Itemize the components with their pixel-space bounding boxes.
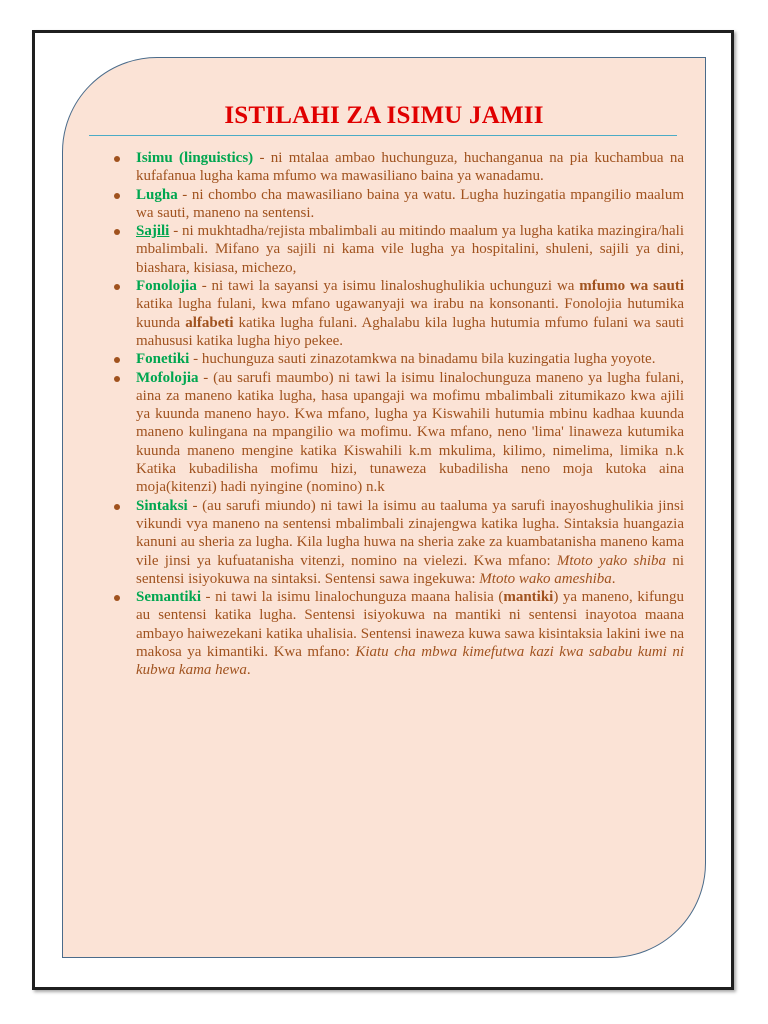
- definition-text: - ni tawi la isimu linalochunguza maana halisia (: [201, 589, 504, 606]
- bold-phrase: alfabeti: [185, 314, 234, 331]
- bold-phrase: mfumo wa sauti: [579, 278, 684, 295]
- bullet-icon: [114, 156, 120, 162]
- term-label: Mofolojia: [136, 369, 199, 386]
- term-label: Semantiki: [136, 589, 202, 606]
- title-divider: [89, 135, 677, 136]
- bullet-icon: [114, 229, 120, 235]
- example-sentence: Kiatu cha mbwa kimefutwa kazi kwa sababu kumi ni kubwa kama hewa: [136, 644, 684, 679]
- page-title: ISTILAHI ZA ISIMU JAMII: [224, 102, 544, 129]
- list-item-mofolojia: [108, 369, 684, 497]
- term-label: Fonetiki: [136, 351, 190, 368]
- list-item-semantiki: [108, 588, 684, 679]
- list-item-sajili: [108, 222, 684, 277]
- definition-text: - (au sarufi miundo) ni tawi la isimu au taaluma ya sarufi inayoshughulikia jinsi vikundi vya maneno na sentensi mbalimbali zinajengwa katika lugha. Sintaksia huangazia kanuni au sheria za lugha. Kila lugha huwa na sheria zake za kuambatanisha maneno kama vile jinsi ya kufuatanisha vitenzi, nomino na vielezi. Kwa mfano:: [136, 497, 684, 569]
- definition-text: katika lugha fulani. Aghalabu kila lugha hutumia mfumo fulani wa sauti mahususi katika lugha hiyo pekee.: [136, 314, 684, 349]
- definition-text: .: [611, 570, 616, 587]
- definition-text: - (au sarufi maumbo) ni tawi la isimu linalochunguza maneno ya lugha fulani, aina za maneno katika lugha, hasa upangaji wa mofimu mbalimbali zitumikazo kwa ajili ya kuunda maneno hayo. Kwa mfano, lugha ya Kiswahili hutumia mbinu kadhaa kuunda maneno kulingana na mpangilio wa mofimu. Kwa mfano, neno 'lima' linaweza kutumika kuunda maneno mengine katika Kiswahili k.m mkulima, kilimo, nimelima, limika n.k Katika kubadilisha mofimu hizi, tunaweza kubadilisha neno moja kutoka aina moja(kitenzi) hadi nyingine (nomino) n.k: [136, 369, 684, 496]
- terms-list: [108, 149, 684, 680]
- bullet-icon: [114, 376, 120, 382]
- list-item-fonolojia: [108, 277, 684, 350]
- list-item-sintaksi: [108, 497, 684, 588]
- bold-phrase: mantiki: [503, 589, 554, 606]
- example-sentence: Mtoto wako ameshiba: [479, 570, 612, 587]
- bullet-icon: [114, 595, 120, 601]
- example-sentence: Mtoto yako shiba: [556, 552, 667, 569]
- definition-text: ni sentensi isiyokuwa na sintaksi. Sentensi sawa ingekuwa:: [136, 552, 684, 587]
- definition-text: ) ya maneno, kifungu au sentensi katika lugha. Sentensi isiyokuwa na mantiki ni sentensi inayotoa maana ambayo haiwezekani katika uhalisia. Sentensi inaweza kuwa sawa kisintaksia lakini iwe na makosa ya kimantiki. Kwa mfano:: [136, 589, 684, 661]
- bullet-icon: [114, 357, 120, 363]
- definition-text: - ni mtalaa ambao huchunguza, huchanganua na pia kuchambua na kufafanua lugha kama mfumo wa mawasiliano baina ya wanadamu.: [136, 150, 684, 185]
- definition-text: - ni chombo cha mawasiliano baina ya watu. Lugha huzingatia mpangilio maalum wa sauti, maneno na sentensi.: [136, 186, 684, 221]
- term-label: Lugha: [136, 186, 178, 203]
- term-label: Sajili: [136, 223, 170, 240]
- bullet-icon: [114, 504, 120, 510]
- definition-text: - ni mukhtadha/rejista mbalimbali au mitindo maalum ya lugha katika mazingira/hali mbalimbali. Mifano ya sajili ni kama vile lugha ya hospitalini, shuleni, sajili ya dini, biashara, kisiasa, michezo,: [136, 223, 684, 276]
- definition-text: - ni tawi la sayansi ya isimu linaloshughulikia uchunguzi wa: [196, 278, 580, 295]
- term-label: Sintaksi: [136, 497, 188, 514]
- bullet-icon: [114, 193, 120, 199]
- list-item-fonetiki: [108, 350, 684, 368]
- bullet-icon: [114, 284, 120, 290]
- definition-text: .: [246, 662, 251, 679]
- term-label: Fonolojia: [136, 278, 197, 295]
- definition-text: - huchunguza sauti zinazotamkwa na binadamu bila kuzingatia lugha yoyote.: [189, 351, 656, 368]
- definition-text: katika lugha fulani, kwa mfano ugawanyaji wa irabu na konsonanti. Fonolojia hutumika kuunda: [136, 296, 684, 331]
- list-item-lugha: [108, 186, 684, 223]
- list-item-isimu: [108, 149, 684, 186]
- term-label: Isimu (linguistics): [136, 150, 254, 166]
